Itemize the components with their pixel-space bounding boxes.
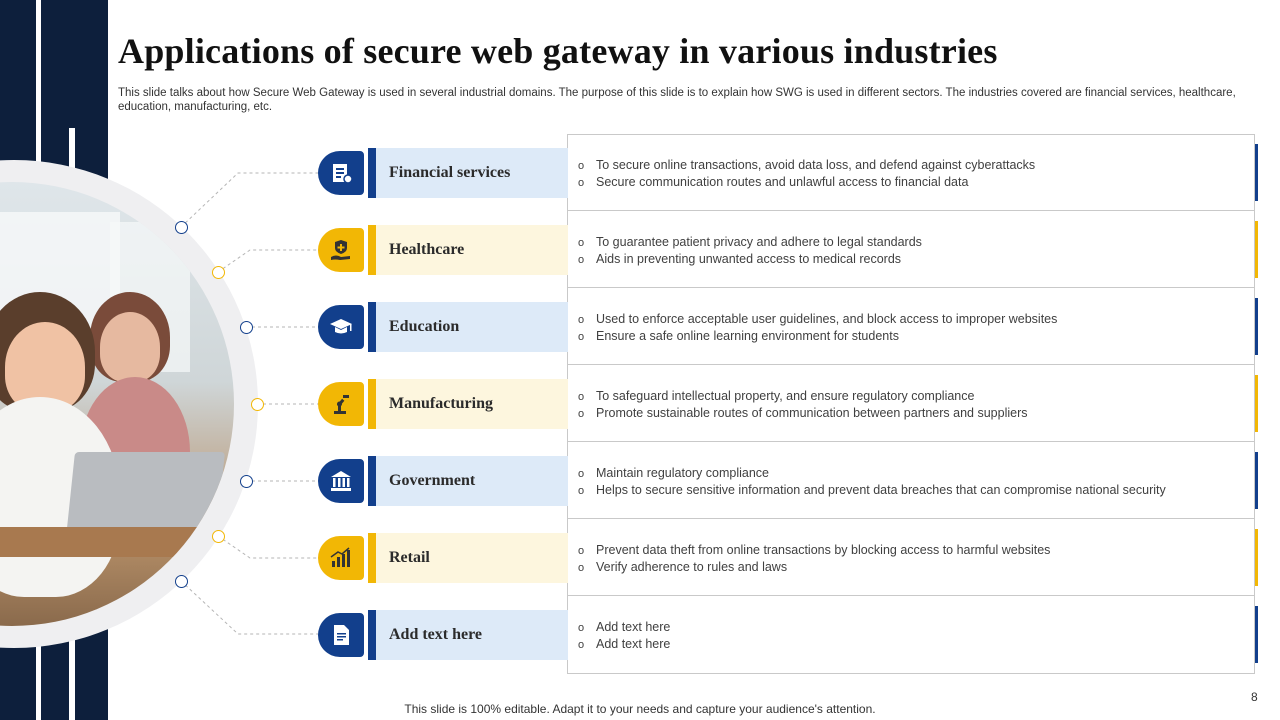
- slide-title: Applications of secure web gateway in various industries: [118, 31, 998, 71]
- industry-label: Manufacturing: [376, 379, 568, 429]
- bullet-item: o To secure online transactions, avoid data loss, and defend against cyberattacks: [578, 157, 1255, 174]
- industry-label: Retail: [376, 533, 568, 583]
- document-icon: [318, 613, 364, 657]
- connector-dot: [240, 321, 253, 334]
- slide-description: This slide talks about how Secure Web Gateway is used in several industrial domains. The purpose of this slide is to explain how SWG is used in different sectors. The industries covered are financial services, healthcare, education, manufacturing, etc.: [118, 87, 1236, 113]
- bullet-item: o Verify adherence to rules and laws: [578, 559, 1255, 576]
- connector-dot: [212, 266, 225, 279]
- page-number: 8: [1251, 690, 1258, 704]
- robotic-arm-icon: [318, 382, 364, 426]
- industry-details-government: [567, 442, 1255, 519]
- industry-details-manufacturing: [567, 365, 1255, 442]
- industry-details-healthcare: [567, 211, 1255, 288]
- bullet-item: o Used to enforce acceptable user guidelines, and block access to improper websites: [578, 311, 1255, 328]
- footer-note: This slide is 100% editable. Adapt it to your needs and capture your audience's attention.: [404, 702, 876, 716]
- industry-details-add-text: [567, 596, 1255, 673]
- industry-label: Education: [376, 302, 568, 352]
- connector-dot: [251, 398, 264, 411]
- industry-label: Healthcare: [376, 225, 568, 275]
- government-building-icon: [318, 459, 364, 503]
- medical-shield-hand-icon: [318, 228, 364, 272]
- connector-dot: [175, 575, 188, 588]
- bullet-item: o Helps to secure sensitive information and prevent data breaches that can compromise national security: [578, 482, 1255, 499]
- bullet-item: o Promote sustainable routes of communication between partners and suppliers: [578, 405, 1255, 422]
- industry-details-retail: [567, 519, 1255, 596]
- connector-dot: [175, 221, 188, 234]
- industry-label: Add text here: [376, 610, 568, 660]
- bullet-item: o Add text here: [578, 636, 1255, 653]
- industry-details-education: [567, 288, 1255, 365]
- bullet-item: o Maintain regulatory compliance: [578, 465, 1255, 482]
- bullet-item: o Secure communication routes and unlawful access to financial data: [578, 174, 1255, 191]
- bullet-item: o To guarantee patient privacy and adhere to legal standards: [578, 234, 1255, 251]
- industry-label: Government: [376, 456, 568, 506]
- industry-label: Financial services: [376, 148, 568, 198]
- financial-report-icon: [318, 151, 364, 195]
- graduation-cap-icon: [318, 305, 364, 349]
- bullet-item: o Add text here: [578, 619, 1255, 636]
- industry-details-financial-services: [567, 134, 1255, 211]
- bullet-item: o To safeguard intellectual property, and ensure regulatory compliance: [578, 388, 1255, 405]
- connector-dot: [240, 475, 253, 488]
- bullet-item: o Prevent data theft from online transactions by blocking access to harmful websites: [578, 542, 1255, 559]
- bullet-item: o Aids in preventing unwanted access to medical records: [578, 251, 1255, 268]
- bullet-item: o Ensure a safe online learning environment for students: [578, 328, 1255, 345]
- connector-dot: [212, 530, 225, 543]
- growth-chart-icon: [318, 536, 364, 580]
